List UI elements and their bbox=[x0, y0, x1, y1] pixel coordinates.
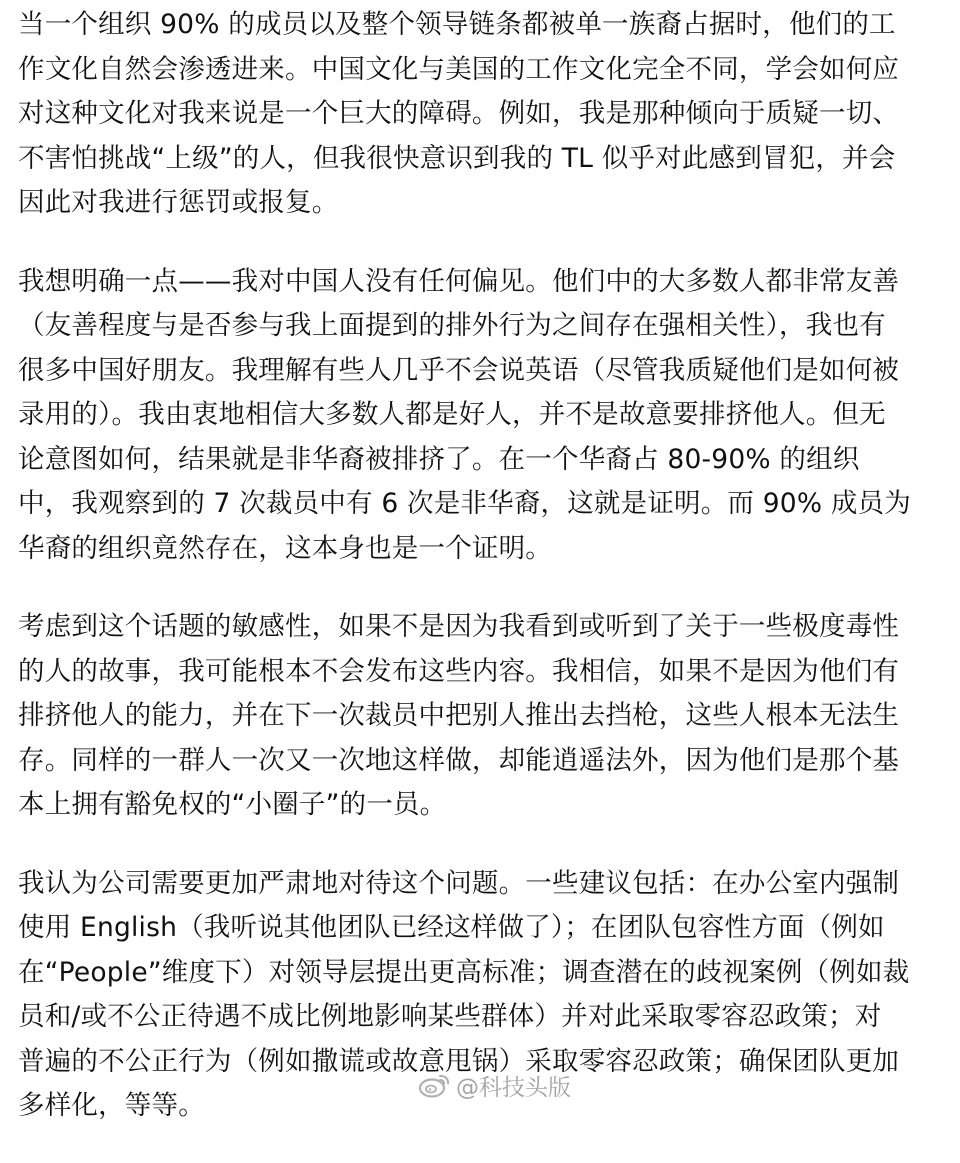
text-line: 我想明确一点——我对中国人没有任何偏见。他们中的大多数人都非常友善 bbox=[18, 265, 900, 297]
watermark bbox=[418, 1070, 571, 1100]
text-line: 我认为公司需要更加严肃地对待这个问题。一些建议包括：在办公室内强制 bbox=[18, 867, 900, 899]
watermark-text: @科技头版 bbox=[456, 1074, 571, 1101]
text-line: 因此对我进行惩罚或报复。 bbox=[18, 187, 339, 218]
text-line: 排挤他人的能力，并在下一次裁员中把别人推出去挡枪，这些人根本无法生 bbox=[18, 700, 900, 731]
paragraph-2 bbox=[18, 260, 944, 572]
text-line: 华裔的组织竟然存在，这本身也是一个证明。 bbox=[18, 532, 552, 564]
paragraph-3 bbox=[18, 605, 944, 828]
text-line: 论意图如何，结果就是非华裔被排挤了。在一个华裔占 80-90% 的组织 bbox=[18, 443, 860, 475]
text-line: 考虑到这个话题的敏感性，如果不是因为我看到或听到了关于一些极度毒性 bbox=[18, 611, 900, 642]
text-line: 中，我观察到的 7 次裁员中有 6 次是非华裔，这就是证明。而 90% 成员为 bbox=[18, 488, 911, 519]
text-line: 员和/或不公正待遇不成比例地影响某些群体）并对此采取零容忍政策；对 bbox=[18, 1001, 882, 1032]
text-line: 录用的）。我由衷地相信大多数人都是好人，并不是故意要排挤他人。但无 bbox=[18, 399, 886, 430]
text-line: 的人的故事，我可能根本不会发布这些内容。我相信，如果不是因为他们有 bbox=[18, 655, 900, 687]
text-line: 普遍的不公正行为（例如撒谎或故意甩锅）采取零容忍政策；确保团队更加 bbox=[18, 1045, 900, 1077]
text-line: 很多中国好朋友。我理解有些人几乎不会说英语（尽管我质疑他们是如何被 bbox=[18, 354, 900, 386]
text-line: 作文化自然会渗透进来。中国文化与美国的工作文化完全不同，学会如何应 bbox=[18, 53, 900, 85]
text-line: 不害怕挑战“上级”的人，但我很快意识到我的 TL 似乎对此感到冒犯，并会 bbox=[18, 142, 896, 174]
text-line: 在“People”维度下）对领导层提出更高标准；调查潜在的歧视案例（例如裁 bbox=[18, 956, 910, 988]
paragraph-1 bbox=[18, 3, 944, 226]
text-line: （友善程度与是否参与我上面提到的排外行为之间存在强相关性），我也有 bbox=[18, 310, 886, 341]
text-line: 当一个组织 90% 的成员以及整个领导链条都被单一族裔占据时，他们的工 bbox=[18, 9, 896, 40]
text-line: 多样化，等等。 bbox=[18, 1090, 205, 1121]
text-line: 对这种文化对我来说是一个巨大的障碍。例如，我是那种倾向于质疑一切、 bbox=[18, 98, 900, 129]
text-line: 使用 English（我听说其他团队已经这样做了）；在团队包容性方面（例如 bbox=[18, 912, 885, 943]
weibo-logo-icon bbox=[418, 1071, 452, 1099]
article-body bbox=[18, 3, 944, 1163]
text-line: 本上拥有豁免权的“小圈子”的一员。 bbox=[18, 789, 447, 820]
text-line: 存。同样的一群人一次又一次地这样做，却能逍遥法外，因为他们是那个基 bbox=[18, 744, 900, 776]
